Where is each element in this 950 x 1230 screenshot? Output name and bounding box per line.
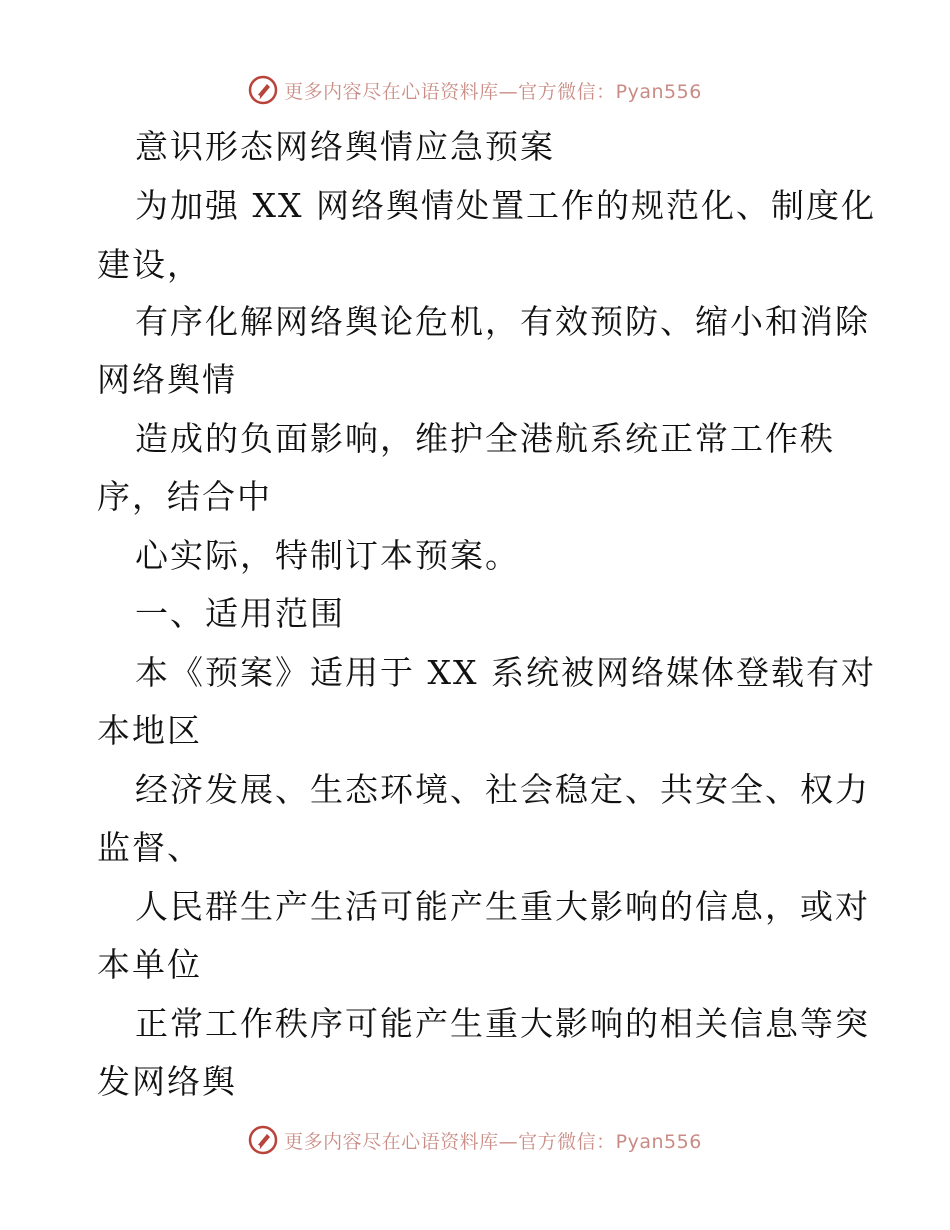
paragraph-line: 序，结合中 bbox=[97, 477, 272, 516]
paragraph-line: 发网络舆 bbox=[97, 1062, 237, 1101]
paragraph-line: 建设， bbox=[97, 245, 202, 284]
paragraph-line: 为加强 XX 网络舆情处置工作的规范化、制度化 bbox=[135, 186, 876, 225]
paragraph-line: 正常工作秩序可能产生重大影响的相关信息等突 bbox=[135, 1004, 870, 1043]
section-heading: 一、适用范围 bbox=[135, 594, 345, 633]
paragraph-line: 造成的负面影响，维护全港航系统正常工作秩 bbox=[135, 419, 835, 458]
paragraph-line: 本地区 bbox=[97, 711, 202, 750]
pen-logo-icon bbox=[248, 1125, 278, 1155]
paragraph-line: 有序化解网络舆论危机，有效预防、缩小和消除 bbox=[135, 302, 870, 341]
paragraph-line: 本单位 bbox=[97, 945, 202, 984]
paragraph-line: 人民群生产生活可能产生重大影响的信息，或对 bbox=[135, 887, 870, 926]
paragraph-line: 经济发展、生态环境、社会稳定、共安全、权力 bbox=[135, 770, 870, 809]
watermark-text: 更多内容尽在心语资料库—官方微信：Pyan556 bbox=[284, 1130, 702, 1153]
footer-watermark bbox=[0, 1120, 950, 1160]
paragraph-line: 网络舆情 bbox=[97, 360, 237, 399]
watermark-text: 更多内容尽在心语资料库—官方微信：Pyan556 bbox=[284, 80, 702, 103]
paragraph-line: 监督、 bbox=[97, 828, 202, 867]
document-title: 意识形态网络舆情应急预案 bbox=[135, 127, 555, 166]
paragraph-line: 本《预案》适用于 XX 系统被网络媒体登载有对 bbox=[135, 653, 876, 692]
paragraph-line: 心实际，特制订本预案。 bbox=[135, 536, 520, 575]
